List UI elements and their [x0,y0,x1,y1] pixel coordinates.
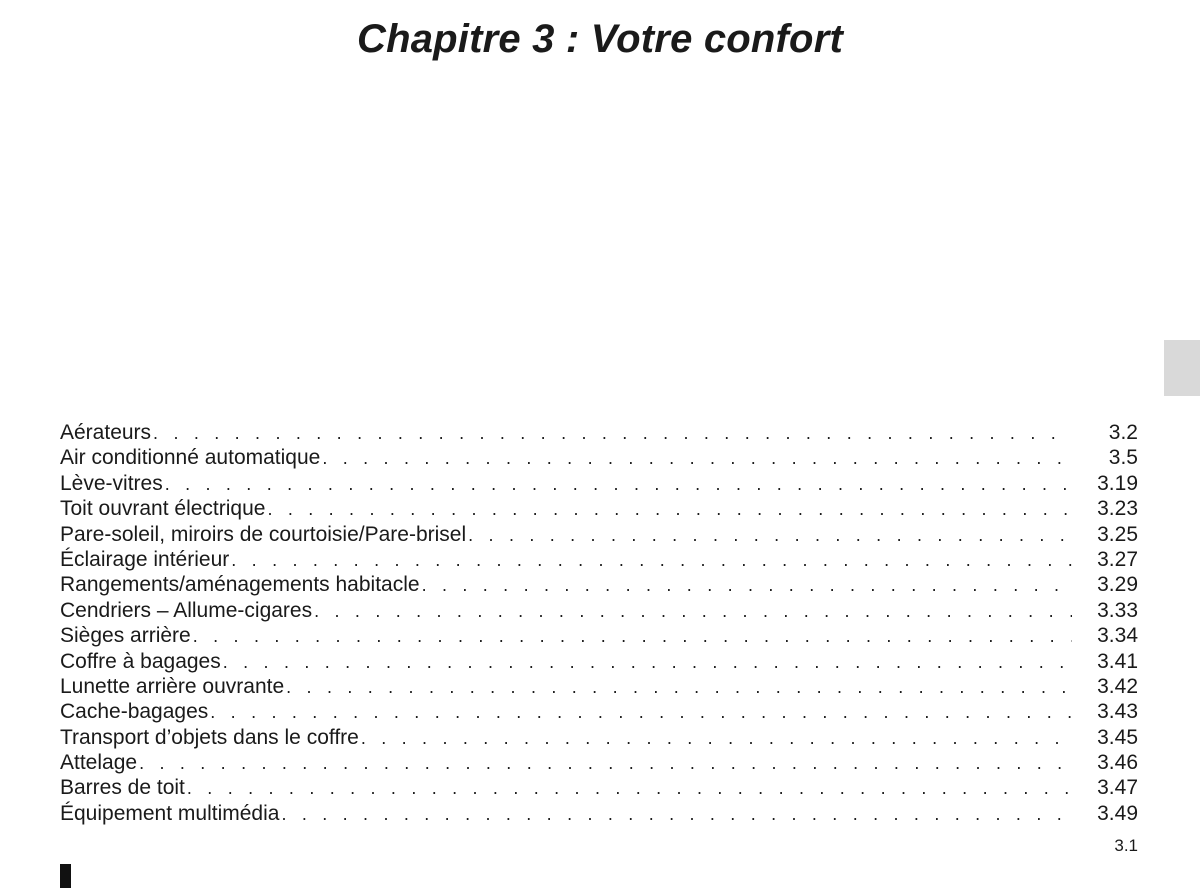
toc-entry-page: 3.27 [1097,547,1138,571]
toc-entry-cendriers[interactable] [60,598,1138,623]
toc-entry-page: 3.23 [1097,497,1138,521]
toc-entry-page: 3.33 [1097,598,1138,622]
toc-entry-page: 3.19 [1097,471,1138,495]
toc-entry-page: 3.47 [1097,776,1138,800]
toc-entry-barres-de-toit[interactable] [60,775,1138,800]
toc-dot-leader [322,446,1072,471]
toc-entry-page: 3.49 [1097,801,1138,825]
toc-entry-label: Cendriers – Allume-cigares [60,598,313,622]
toc-dot-leader [153,421,1072,446]
toc-entry-page: 3.25 [1097,522,1138,546]
toc-entry-label: Aérateurs [60,421,152,444]
toc-entry-rangements[interactable] [60,572,1138,597]
toc-entry-label: Éclairage intérieur [60,547,230,571]
toc-entry-transport-objets[interactable] [60,725,1138,750]
margin-marker-bar [60,864,71,888]
toc-entry-leve-vitres[interactable] [60,471,1138,496]
toc-entry-attelage[interactable] [60,750,1138,775]
toc-dot-leader [165,472,1072,497]
table-of-contents [60,420,1138,826]
toc-entry-aerateurs[interactable] [60,420,1138,445]
toc-entry-eclairage[interactable] [60,547,1138,572]
chapter-tab-marker [1164,340,1200,396]
toc-entry-page: 3.46 [1097,751,1138,775]
chapter-title: Chapitre 3 : Votre confort [357,17,843,61]
page-number: 3.1 [1114,836,1138,855]
toc-entry-label: Toit ouvrant électrique [60,497,266,521]
toc-entry-coffre[interactable] [60,649,1138,674]
toc-entry-page: 3.5 [1108,446,1138,470]
toc-dot-leader [422,573,1072,598]
toc-dot-leader [314,599,1072,624]
toc-dot-leader [210,700,1072,725]
toc-entry-label: Attelage [60,751,138,775]
toc-dot-leader [187,776,1072,801]
toc-entry-label: Lève-vitres [60,471,163,495]
toc-entry-label: Lunette arrière ouvrante [60,674,285,698]
toc-entry-lunette-arriere[interactable] [60,674,1138,699]
toc-dot-leader [361,726,1072,751]
toc-entry-cache-bagages[interactable] [60,699,1138,724]
toc-dot-leader [286,675,1072,700]
toc-entry-label: Équipement multimédia [60,801,280,825]
toc-dot-leader [468,523,1072,548]
toc-entry-page: 3.2 [1108,421,1138,444]
toc-dot-leader [231,548,1072,573]
toc-entry-label: Transport d’objets dans le coffre [60,725,359,749]
toc-entry-page: 3.42 [1097,674,1138,698]
toc-dot-leader [267,497,1072,522]
toc-dot-leader [193,624,1072,649]
toc-entry-page: 3.41 [1097,649,1138,673]
toc-entry-label: Rangements/aménagements habitacle [60,573,420,597]
toc-entry-page: 3.29 [1097,573,1138,597]
toc-entry-label: Air conditionné automatique [60,446,321,470]
toc-entry-label: Sièges arrière [60,624,191,648]
toc-entry-label: Coffre à bagages [60,649,221,673]
toc-entry-page: 3.43 [1097,700,1138,724]
toc-entry-pare-soleil[interactable] [60,522,1138,547]
toc-dot-leader [281,802,1072,827]
toc-entry-label: Barres de toit [60,776,185,800]
toc-entry-multimedia[interactable] [60,801,1138,826]
toc-entry-label: Pare-soleil, miroirs de courtoisie/Pare-brisel [60,522,467,546]
toc-entry-label: Cache-bagages [60,700,209,724]
toc-entry-air-conditionne[interactable] [60,445,1138,470]
toc-dot-leader [223,650,1072,675]
toc-dot-leader [139,751,1072,776]
toc-entry-sieges-arriere[interactable] [60,623,1138,648]
toc-entry-page: 3.45 [1097,725,1138,749]
toc-entry-toit-ouvrant[interactable] [60,496,1138,521]
toc-entry-page: 3.34 [1097,624,1138,648]
